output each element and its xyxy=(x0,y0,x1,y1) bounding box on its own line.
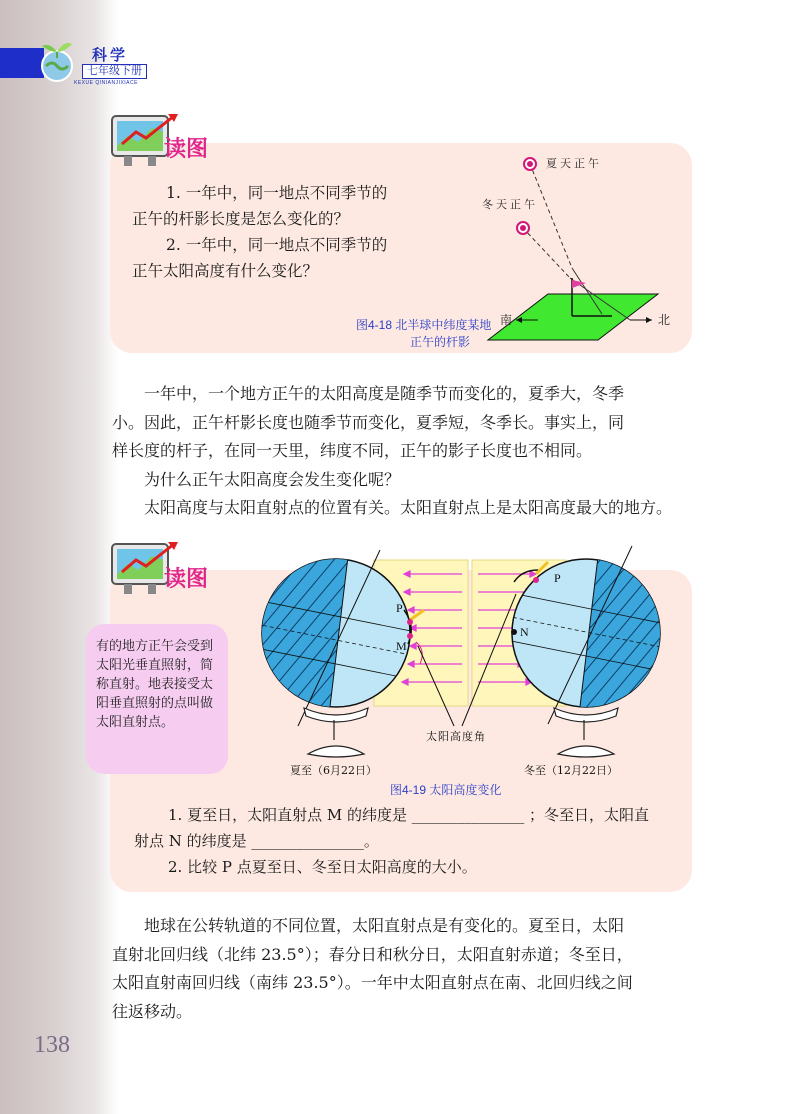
paragraph-1-line-4: 为什么正午太阳高度会发生变化呢？ xyxy=(144,469,401,489)
section1-question2-line1: 2. 一年中，同一地点不同季节的 xyxy=(166,236,388,254)
summer-globe-stand xyxy=(304,708,368,757)
summer-solstice-label: 夏至（6月22日） xyxy=(290,764,377,777)
figure-4-18-caption-line2: 正午的杆影 xyxy=(410,335,471,349)
section2-title: 读图 xyxy=(164,566,209,591)
winter-sun-icon xyxy=(517,222,529,234)
section1-question1-line2: 正午的杆影长度是怎么变化的？ xyxy=(132,210,350,228)
winter-solstice-label: 冬至（12月22日） xyxy=(524,764,618,777)
point-m: M xyxy=(396,639,407,653)
south-label: 南 xyxy=(500,313,513,327)
ground-plane xyxy=(488,294,658,340)
header-pinyin: KEXUE QINIANJIXIACE xyxy=(74,80,138,86)
paragraph-2-line-3: 太阳直射南回归线（南纬 23.5°）。一年中太阳直射点在南、北回归线之间 xyxy=(112,973,633,992)
north-label: 北 xyxy=(658,313,671,327)
paragraph-2-line-2: 直射北回归线（北纬 23.5°）；春分日和秋分日，太阳直射赤道；冬至日， xyxy=(112,944,633,964)
paragraph-2-line-1: 地球在公转轨道的不同位置，太阳直射点是有变化的。夏至日，太阳 xyxy=(144,916,625,935)
paragraph-2 xyxy=(112,912,692,1026)
section1-question2-line2: 正午太阳高度有什么变化？ xyxy=(132,262,319,280)
paragraph-1 xyxy=(112,380,692,523)
point-n: N xyxy=(520,625,529,639)
section2-question2: 2. 比较 P 点夏至日、冬至日太阳高度的大小。 xyxy=(168,858,477,876)
page-margin-strip xyxy=(0,0,118,1114)
section2-question1-line1: 1. 夏至日，太阳直射点 M 的纬度是 _______________ ；冬至日，太阳直 xyxy=(168,806,650,824)
section1-question1-line1: 1. 一年中，同一地点不同季节的 xyxy=(166,184,388,202)
globe-plant-logo-icon xyxy=(34,38,80,82)
header-grade: 七年级下册 xyxy=(82,64,147,79)
paragraph-1-line-1: 一年中，一个地方正午的太阳高度是随季节而变化的，夏季大，冬季 xyxy=(144,384,625,403)
figure-4-19-solar-altitude xyxy=(256,540,696,784)
paragraph-1-line-5: 太阳高度与太阳直射点的位置有关。太阳直射点上是太阳高度最大的地方。 xyxy=(144,498,673,517)
winter-globe-stand xyxy=(554,708,618,757)
sun-altitude-angle-label: 太阳高度角 xyxy=(426,730,486,743)
paragraph-2-line-4: 往返移动。 xyxy=(112,1001,193,1021)
page-number: 138 xyxy=(34,1032,70,1058)
section2-question1-line2: 射点 N 的纬度是 _______________。 xyxy=(134,832,379,850)
winter-noon-label: 冬天正午 xyxy=(482,198,538,211)
figure-4-19-caption: 图4-19 太阳高度变化 xyxy=(390,783,502,797)
side-note-text: 有的地方正午会受到太阳光垂直照射，简称直射。地表接受太阳垂直照射的点叫做太阳直射点。 xyxy=(96,638,214,729)
winter-sun-ray xyxy=(523,228,570,278)
summer-sun-ray xyxy=(530,164,572,268)
summer-noon-label: 夏天正午 xyxy=(546,157,602,170)
paragraph-1-line-3: 样长度的杆子，在同一天里，纬度不同，正午的影子长度也不相同。 xyxy=(112,441,593,460)
paragraph-1-line-2: 小。因此，正午杆影长度也随季节而变化，夏季短，冬季长。事实上，同 xyxy=(112,412,625,432)
header-subject: 科学 xyxy=(92,47,129,64)
point-p-right: P xyxy=(554,571,561,585)
point-p-left: P xyxy=(396,601,403,615)
section1-title: 读图 xyxy=(164,136,209,161)
figure-4-18-caption-line1: 图4-18 北半球中纬度某地 xyxy=(356,318,492,332)
winter-globe xyxy=(506,540,696,740)
summer-sun-icon xyxy=(524,158,536,170)
